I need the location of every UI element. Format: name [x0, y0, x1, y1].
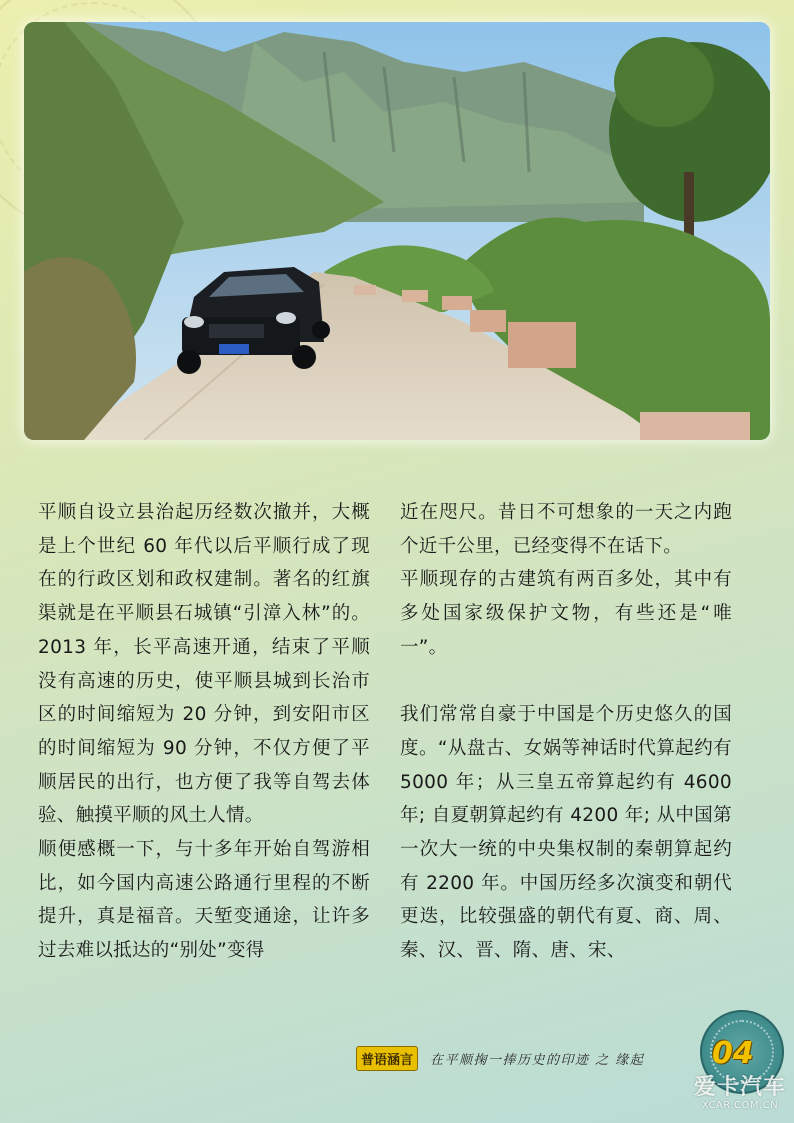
- paragraph: 平顺自设立县治起历经数次撤并，大概是上个世纪 60 年代以后平顺行成了现在的行政区划和政权建制。著名的红旗渠就是在平顺县石城镇“引漳入林”的。2013 年，长平高速开通，结束了平顺没有高速的历史，使平顺县城到长治市区的时间缩短为 20 分钟，到安阳市区的时间缩短为 90 分钟，不仅方便了平顺居民的出行，也方便了我等自驾去体验、触摸平顺的风土人情。: [38, 502, 370, 827]
- mountain-road-car-photo: [24, 22, 770, 440]
- paragraph: 顺便感概一下，与十多年开始自驾游相比，如今国内高速公路通行里程的不断提升，真是福音。天堑变通途，让许多过去难以抵达的“别处”变得: [38, 839, 370, 962]
- watermark: [690, 1076, 790, 1112]
- page-footer: [356, 1046, 644, 1070]
- watermark-url: XCAR.COM.CN: [701, 1100, 779, 1111]
- watermark-logo: 爱卡汽车: [693, 1075, 786, 1100]
- article-left-column: [38, 496, 370, 968]
- article-right-column: [400, 496, 732, 968]
- footer-brand: 普语涵言: [356, 1046, 418, 1071]
- paragraph: 平顺现存的古建筑有两百多处，其中有多处国家级保护文物，有些还是“唯一”。: [400, 569, 732, 658]
- paragraph: 近在咫尺。昔日不可想象的一天之内跑个近千公里，已经变得不在话下。: [400, 502, 732, 557]
- page-number: 04: [712, 1036, 754, 1071]
- paragraph: 我们常常自豪于中国是个历史悠久的国度。“从盘古、女娲等神话时代算起约有 5000 年；从三皇五帝算起约有 4600 年; 自夏朝算起约有 4200 年; 从中国第一次大一统的中央集权制的秦朝算起约有 2200 年。中国历经多次演变和朝代更迭，比较强盛的朝代有夏、商、周、秦、汉、晋、隋、唐、宋、: [400, 704, 732, 962]
- footer-subtitle: 在平顺掬一捧历史的印迹 之 缘起: [430, 1052, 645, 1068]
